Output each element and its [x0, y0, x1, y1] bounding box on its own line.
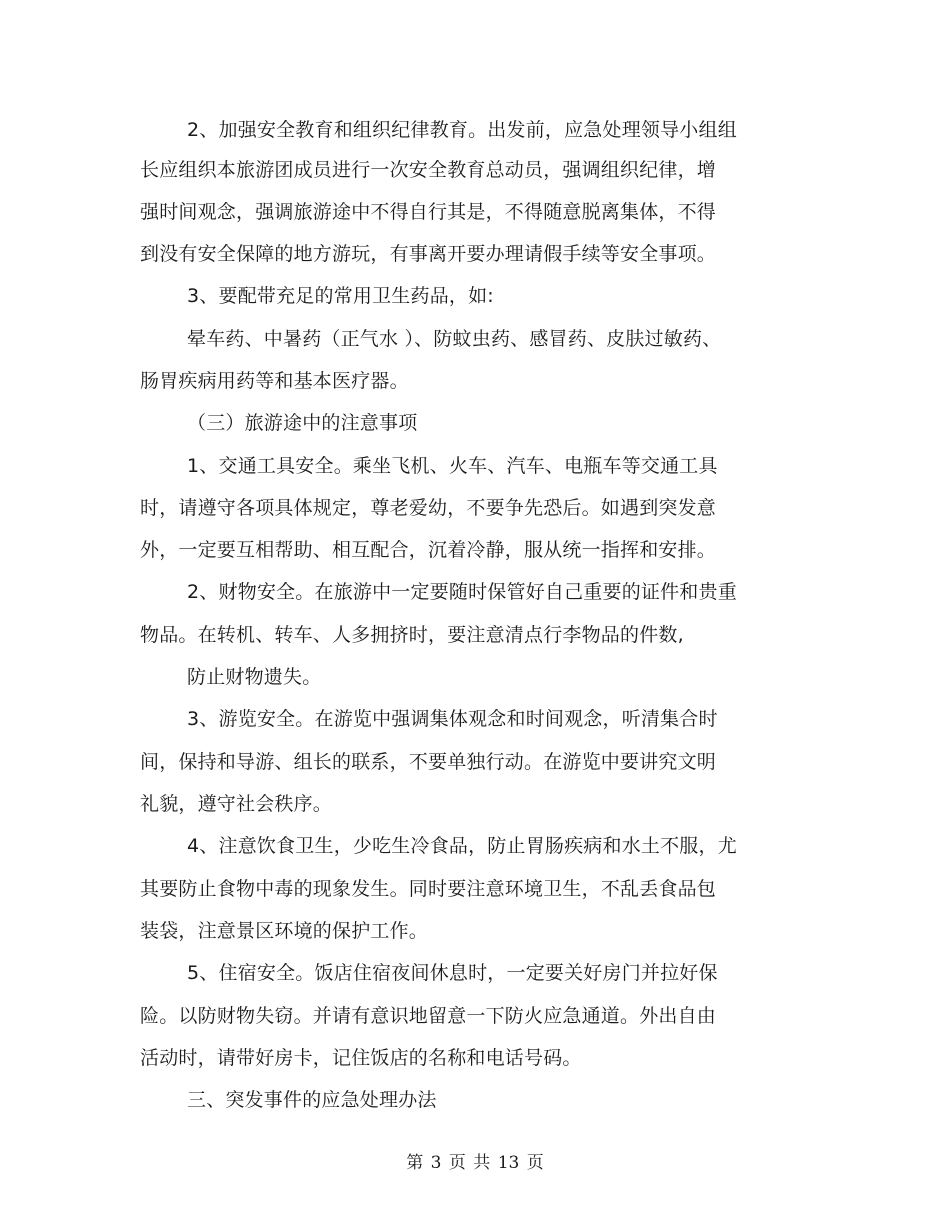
- footer-suffix: 页: [526, 1153, 544, 1173]
- body-line: 强时间观念，强调旅游途中不得自行其是，不得随意脱离集体，不得: [140, 201, 717, 223]
- footer-prefix: 第: [406, 1153, 424, 1173]
- body-line: 到没有安全保障的地方游玩，有事离开要办理请假手续等安全事项。: [140, 243, 717, 265]
- footer-total-prefix: 共: [473, 1153, 491, 1173]
- body-line: 活动时，请带好房卡，记住饭店的名称和电话号码。: [140, 1047, 582, 1069]
- body-line: 外，一定要互相帮助、相互配合，沉着冷静，服从统一指挥和安排。: [140, 539, 717, 561]
- footer-total-pages: 13: [497, 1153, 520, 1173]
- body-line: 装袋，注意景区环境的保护工作。: [140, 920, 429, 942]
- body-line: 3、要配带充足的常用卫生药品，如:: [187, 285, 494, 307]
- body-line: 5、住宿安全。饭店住宿夜间休息时，一定要关好房门并拉好保: [187, 962, 718, 984]
- page-footer: [0, 1152, 950, 1174]
- footer-page-word: 页: [448, 1153, 466, 1173]
- body-line: 晕车药、中暑药（正气水 ）、防蚊虫药、感冒药、皮肤过敏药、: [187, 328, 722, 350]
- body-line: 时，请遵守各项具体规定，尊老爱幼，不要争先恐后。如遇到突发意: [140, 497, 717, 519]
- body-line: 险。以防财物失窃。并请有意识地留意一下防火应急通道。外出自由: [140, 1005, 717, 1027]
- footer-current-page: 3: [430, 1153, 442, 1173]
- body-line: 4、注意饮食卫生，少吃生冷食品，防止胃肠疾病和水土不服，尤: [187, 835, 737, 857]
- body-line: 防止财物遗失。: [187, 666, 322, 688]
- body-line: 长应组织本旅游团成员进行一次安全教育总动员，强调组织纪律，增: [140, 159, 717, 181]
- body-line: 物品。在转机、转车、人多拥挤时，要注意清点行李物品的件数,: [140, 624, 684, 646]
- section-heading: （三）旅游途中的注意事项: [187, 412, 418, 434]
- body-line: 肠胃疾病用药等和基本医疗器。: [140, 370, 409, 392]
- body-line: 3、游览安全。在游览中强调集体观念和时间观念，听清集合时: [187, 708, 718, 730]
- body-line: 间，保持和导游、组长的联系，不要单独行动。在游览中要讲究文明: [140, 751, 717, 773]
- body-line: 2、财物安全。在旅游中一定要随时保管好自己重要的证件和贵重: [187, 581, 737, 603]
- body-line: 2、加强安全教育和组织纪律教育。出发前，应急处理领导小组组: [187, 119, 737, 141]
- body-line: 1、交通工具安全。乘坐飞机、火车、汽车、电瓶车等交通工具: [187, 455, 718, 477]
- body-line: 礼貌，遵守社会秩序。: [140, 793, 333, 815]
- section-heading: 三、突发事件的应急处理办法: [187, 1089, 437, 1111]
- body-line: 其要防止食物中毒的现象发生。同时要注意环境卫生，不乱丢食品包: [140, 878, 717, 900]
